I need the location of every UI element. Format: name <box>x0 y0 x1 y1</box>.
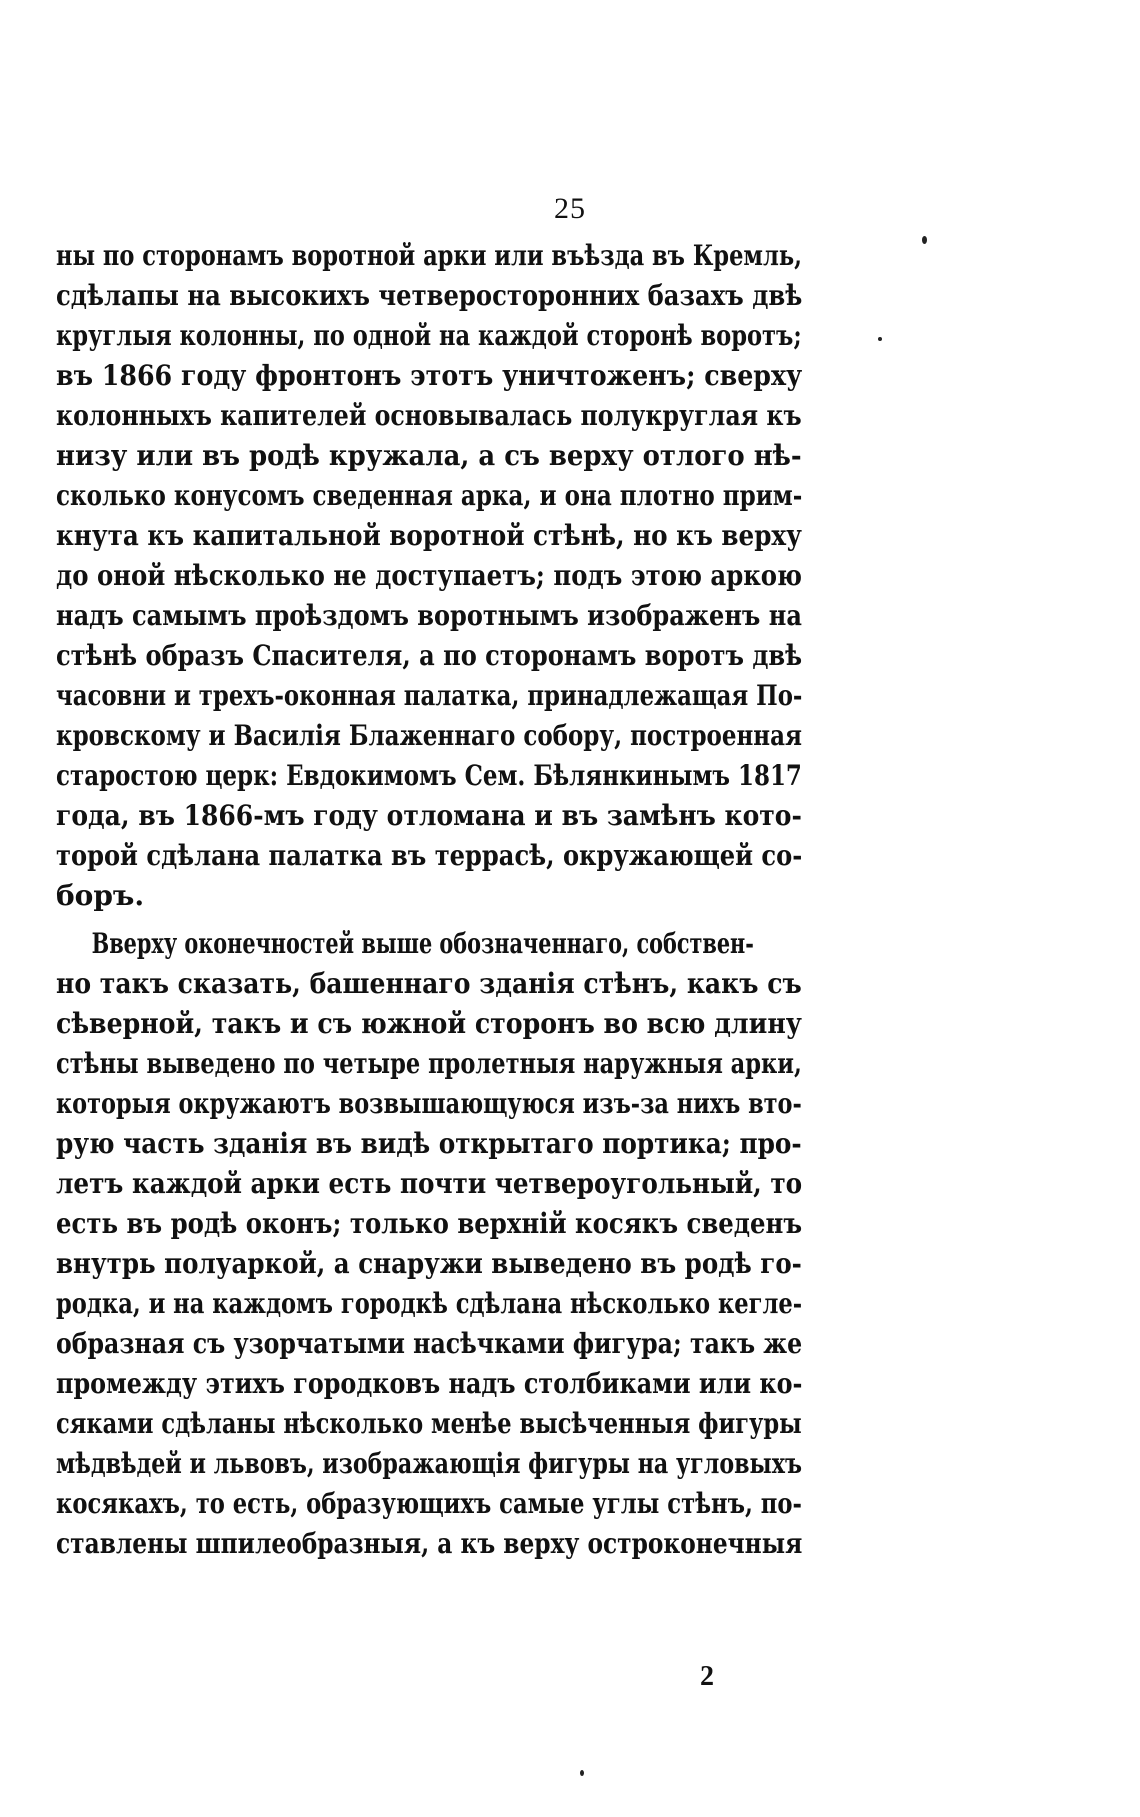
text-line: въ 1866 году фронтонъ этотъ уничтоженъ; сверху <box>56 359 803 392</box>
text-line: сяками сдѣланы нѣсколько менѣе высѣченныя фигуры <box>56 1407 802 1440</box>
text-line: до оной нѣсколько не доступаетъ; подъ этою аркою <box>56 559 803 592</box>
text-line: рую часть зданія въ видѣ открытаго портика; про- <box>56 1127 802 1160</box>
text-line: сѣверной, такъ и съ южной сторонъ во всю длину <box>56 1007 802 1040</box>
text-line: которыя окружаютъ возвышающуюся изъ-за нихъ вто- <box>56 1087 802 1120</box>
text-line: кнута къ капитальной воротной стѣнѣ, но къ верху <box>56 519 802 552</box>
text-line: есть въ родѣ оконъ; только верхній косякъ сведенъ <box>56 1207 803 1240</box>
text-line: колонныхъ капителей основывалась полукруглая къ <box>56 399 802 432</box>
text-line: года, въ 1866-мъ году отломана и въ замѣнъ кото- <box>56 799 802 832</box>
text-line: ны по сторонамъ воротной арки или въѣзда въ Кремль, <box>56 239 803 272</box>
text-line: мѣдвѣдей и львовъ, изображающія фигуры на угловыхъ <box>56 1447 802 1480</box>
text-line: Вверху оконечностей выше обозначеннаго, собствен- <box>91 927 754 960</box>
body-text <box>56 236 802 1564</box>
text-line: образная съ узорчатыми насѣчками фигура; такъ же <box>56 1327 803 1360</box>
text-line: низу или въ родѣ кружала, а съ верху отлого нѣ- <box>56 439 802 472</box>
scan-speck <box>580 1770 584 1776</box>
page-number: 25 <box>554 192 586 225</box>
text-line: внутрь полуаркой, а снаружи выведено въ родѣ го- <box>56 1247 802 1280</box>
signature-mark: 2 <box>700 1661 714 1692</box>
text-line: часовни и трехъ-оконная палатка, принадлежащая По- <box>56 679 803 712</box>
text-line: торой сдѣлана палатка въ террасѣ, окружающей со- <box>56 839 803 872</box>
text-line: косякахъ, то есть, образующихъ самые углы стѣнъ, по- <box>56 1487 802 1520</box>
text-line: боръ. <box>56 879 145 912</box>
text-line: ставлены шпилеобразныя, а къ верху остроконечныя <box>56 1527 803 1560</box>
paragraph-1 <box>56 236 802 916</box>
text-line: сдѣлапы на высокихъ четверосторонних базахъ двѣ <box>56 279 803 312</box>
text-line: но такъ сказать, башеннаго зданія стѣнъ, какъ съ <box>56 967 802 1000</box>
text-line: летъ каждой арки есть почти четвероугольный, то <box>56 1167 803 1200</box>
text-line: кровскому и Василія Блаженнаго собору, построенная <box>56 719 802 752</box>
text-line: родка, и на каждомъ городкѣ сдѣлана нѣсколько кегле- <box>56 1287 803 1320</box>
paragraph-2 <box>56 924 802 1564</box>
text-line: стѣны выведено по четыре пролетныя наружныя арки, <box>56 1047 802 1080</box>
text-line: надъ самымъ проѣздомъ воротнымъ изображенъ на <box>56 599 802 632</box>
text-line: промежду этихъ городковъ надъ столбиками или ко- <box>56 1367 803 1400</box>
text-line: старостою церк: Евдокимомъ Сем. Бѣлянкинымъ 1817 <box>56 759 802 792</box>
scan-speck <box>878 337 882 341</box>
text-line: круглыя колонны, по одной на каждой сторонѣ воротъ; <box>56 319 802 352</box>
text-line: сколько конусомъ сведенная арка, и она плотно прим- <box>56 479 803 512</box>
text-line: стѣнѣ образъ Спасителя, а по сторонамъ воротъ двѣ <box>56 639 803 672</box>
scan-speck <box>922 236 927 244</box>
